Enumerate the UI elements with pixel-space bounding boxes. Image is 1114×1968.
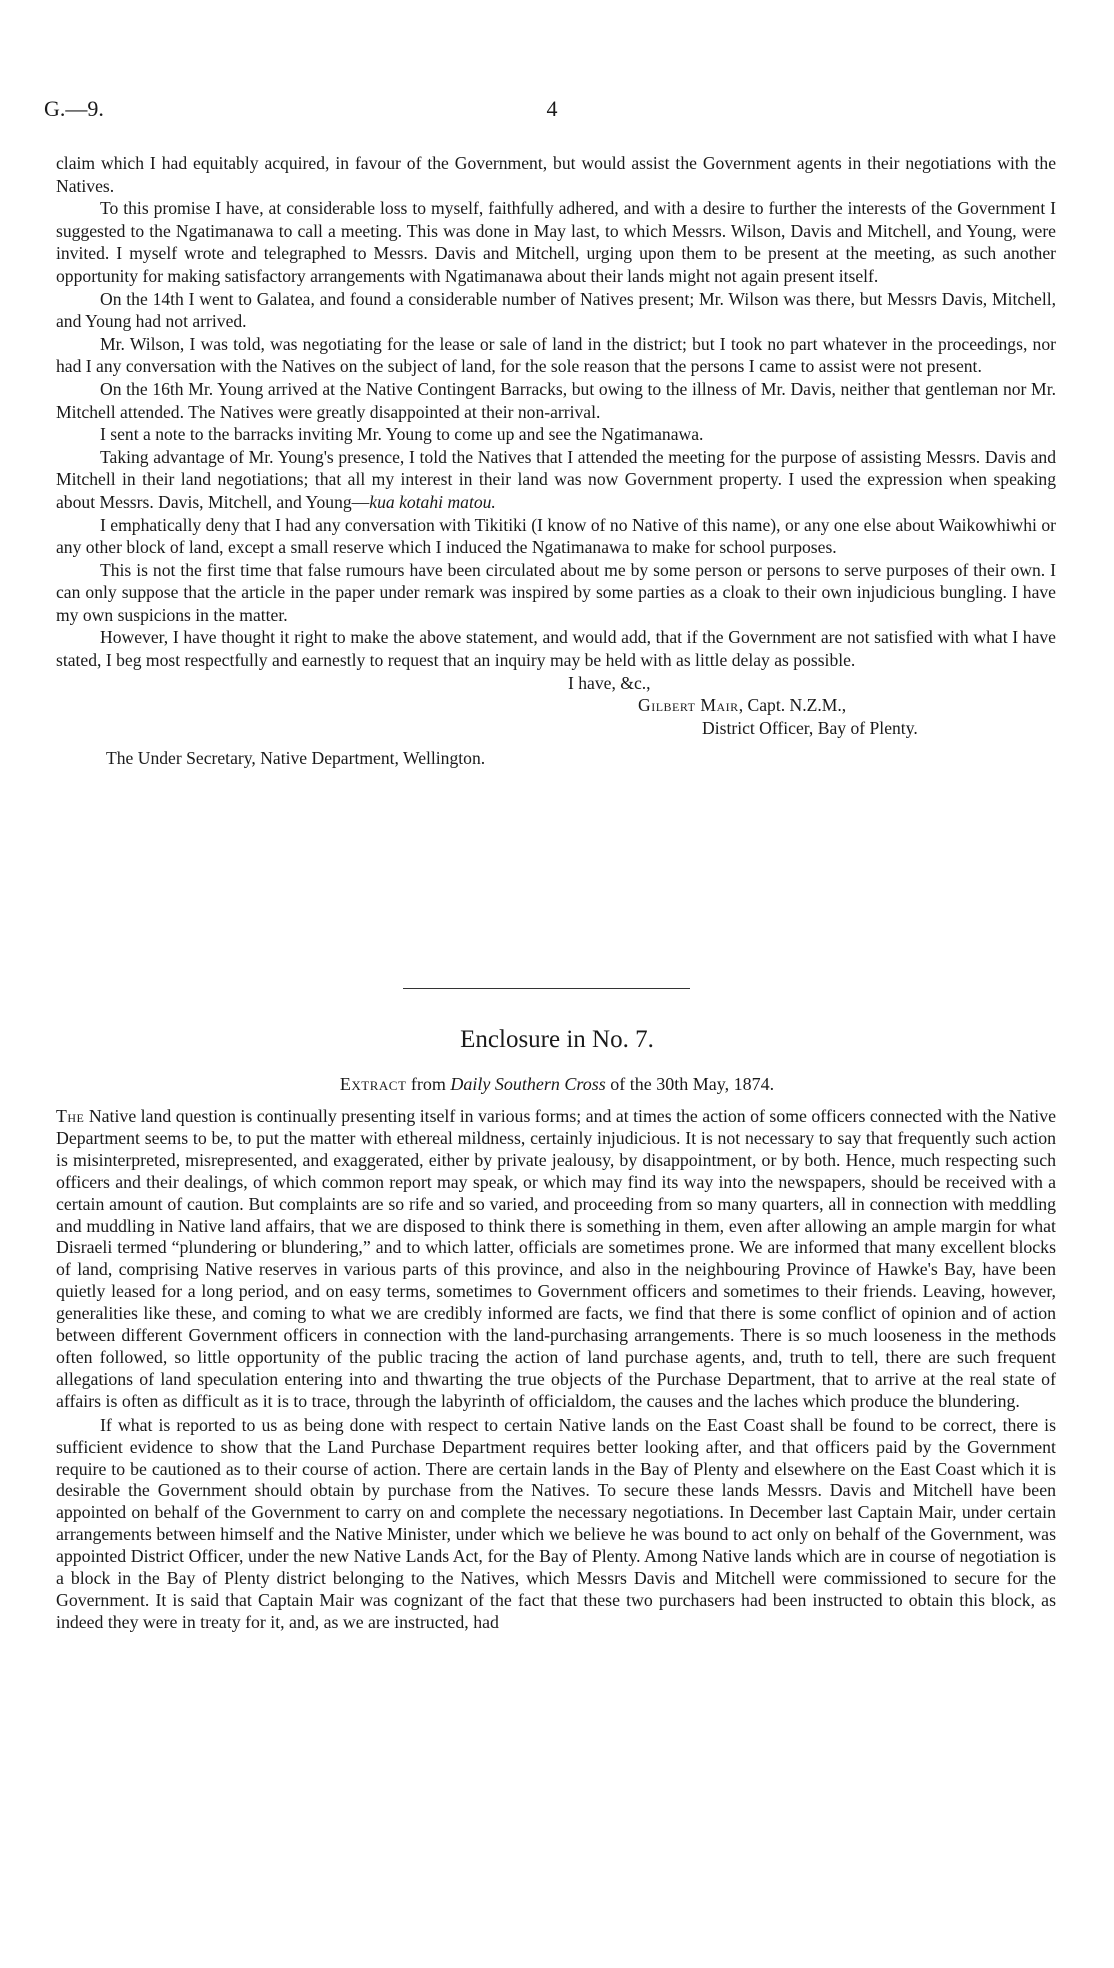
maori-phrase: kua kotahi matou. xyxy=(369,491,496,512)
enclosure-paragraph xyxy=(56,1106,1056,1413)
letter-paragraph: I sent a note to the barracks inviting Mr. Young to come up and see the Ngatimanawa. xyxy=(100,424,704,445)
page-header xyxy=(44,96,1060,126)
letter-paragraph-text: Taking advantage of Mr. Young's presence, I told the Natives that I attended the meeting for the purpose of assisting Messrs. Davis and Mitchell in their land negotiations; that all my interest in their land was now Government property. I used the expression when speaking about Messrs. Davis, Mitchell, and Young— xyxy=(56,446,1056,512)
page-number: 4 xyxy=(546,96,558,121)
letter-paragraph: To this promise I have, at considerable loss to myself, faithfully adhered, and with a desire to further the interests of the Government I suggested to the Ngatimanawa to call a meeting. This was done in May last, to which Messrs. Wilson, Davis and Mitchell, and Young, were invited. I myself wrote and telegraphed to Messrs. Davis and Mitchell, urging upon them to be present at the meeting, as such another opportunity for making satisfactory arrangements with Ngatimanawa about their lands might not again present itself. xyxy=(56,198,1056,286)
extract-word: Extract xyxy=(339,1074,407,1094)
letter-body xyxy=(56,152,1056,770)
signature-office: District Officer, Bay of Plenty. xyxy=(702,717,918,738)
signature-rank: , Capt. N.Z.M., xyxy=(738,695,847,716)
extract-heading xyxy=(0,1074,1114,1095)
letter-paragraph: On the 14th I went to Galatea, and found a considerable number of Natives present; Mr. Wilson was there, but Messrs Davis, Mitchell, and Young had not arrived. xyxy=(56,288,1056,332)
enclosure-body xyxy=(56,1106,1056,1634)
enclosure-title: Enclosure in No. 7. xyxy=(460,1026,654,1053)
letter-paragraph: However, I have thought it right to make the above statement, and would add, that if the Government are not satisfied with what I have stated, I beg most respectfully and earnestly to request that an inquiry may be held with as little delay as possible. xyxy=(56,627,1056,671)
letter-paragraph: On the 16th Mr. Young arrived at the Native Contingent Barracks, but owing to the illness of Mr. Davis, neither that gentleman nor Mr. Mitchell attended. The Natives were greatly disappointed at their non-arrival. xyxy=(56,378,1056,422)
section-divider xyxy=(403,988,690,989)
letter-paragraph: I emphatically deny that I had any conversation with Tikitiki (I know of no Native of this name), or any one else about Waikowhiwhi or any other block of land, except a small reserve which I induced the Ngatimanawa to make for school purposes. xyxy=(56,514,1056,558)
closing: I have, &c., xyxy=(568,672,651,693)
addressee: The Under Secretary, Native Department, Wellington. xyxy=(106,748,486,769)
newspaper-name: Daily Southern Cross xyxy=(450,1074,606,1094)
signature-name: Gilbert Mair xyxy=(638,695,739,716)
enclosure-paragraph: If what is reported to us as being done with respect to certain Native lands on the East Coast shall be found to be correct, there is sufficient evidence to show that the Land Purchase Department requires better looking after, and that officers paid by the Government require to be cautioned as to their course of action. There are certain lands in the Bay of Plenty and elsewhere on the East Coast which it is desirable the Government should obtain by purchase from the Natives. To secure these lands Messrs. Davis and Mitchell have been appointed on behalf of the Government to carry on and complete the necessary negotiations. In December last Captain Mair, under certain arrangements between himself and the Native Minister, under which we believe he was bound to act only on behalf of the Government, was appointed District Officer, under the new Native Lands Act, for the Bay of Plenty. Among Native lands which are in course of negotiation is a block in the Bay of Plenty district belonging to the Natives, which Messrs Davis and Mitchell were commissioned to secure for the Government. It is said that Captain Mair was cognizant of the fact that these two purchasers had been instructed to obtain this block, as indeed they were in treaty for it, and, as we are instructed, had xyxy=(56,1414,1056,1632)
letter-paragraph: claim which I had equitably acquired, in favour of the Government, but would assist the Government agents in their negotiations with the Natives. xyxy=(56,153,1056,196)
extract-date: of the 30th May, 1874. xyxy=(605,1074,775,1094)
signature xyxy=(56,694,1056,717)
enclosure-paragraph-text: Native land question is continually presenting itself in various forms; and at times the action of some officers connected with the Native Department seems to be, to put the matter with ethereal mildness, certainly injudicious. It is not necessary to say that frequently such action is misinterpreted, misrepresented, and exaggerated, either by private jealousy, by disappointment, or by both. Hence, much respecting such officers and their dealings, of which common report may speak, or which may find its way into the newspapers, should be received with a certain amount of caution. But complaints are so rife and so varied, and proceeding from so many quarters, all in connection with meddling and muddling in Native land affairs, that we are disposed to think there is something in them, even after allowing an ample margin for what Disraeli termed “plundering or blundering,” and to which latter, officials are sometimes prone. We are informed that many excellent blocks of land, comprising Native reserves in various parts of this province, and also in the neighbouring Province of Hawke's Bay, have been quietly leased for a long period, and on easy terms, sometimes to Government officers and sometimes to their friends. Leaving, however, generalities like these, and coming to what we are credibly informed are facts, we find that there is some conflict of opinion and of action between different Government officers in connection with the land-purchasing arrangements. There is so much looseness in the methods often followed, so little opportunity of the public tracing the action of land purchase agents, and, truth to tell, there are such frequent allegations of land speculation entering into and thwarting the true objects of the Purchase Department, that to arrive at the real state of affairs is often as difficult as it is to trace, through the labyrinth of officialdom, the causes and the laches which produce the blundering. xyxy=(56,1106,1056,1411)
drop-word: The xyxy=(56,1106,85,1126)
document-reference: G.—9. xyxy=(44,96,104,121)
letter-paragraph xyxy=(56,446,1056,514)
letter-paragraph: This is not the first time that false rumours have been circulated about me by some person or persons to serve purposes of their own. I can only suppose that the article in the paper under remark was inspired by some parties as a cloak to their own injudicious bungling. I have my own suspicions in the matter. xyxy=(56,559,1056,625)
letter-paragraph: Mr. Wilson, I was told, was negotiating for the lease or sale of land in the district; but I took no part whatever in the proceedings, nor had I any conversation with the Natives on the subject of land, for the sole reason that the persons I came to assist were not present. xyxy=(56,333,1056,377)
extract-from: from xyxy=(406,1074,451,1094)
